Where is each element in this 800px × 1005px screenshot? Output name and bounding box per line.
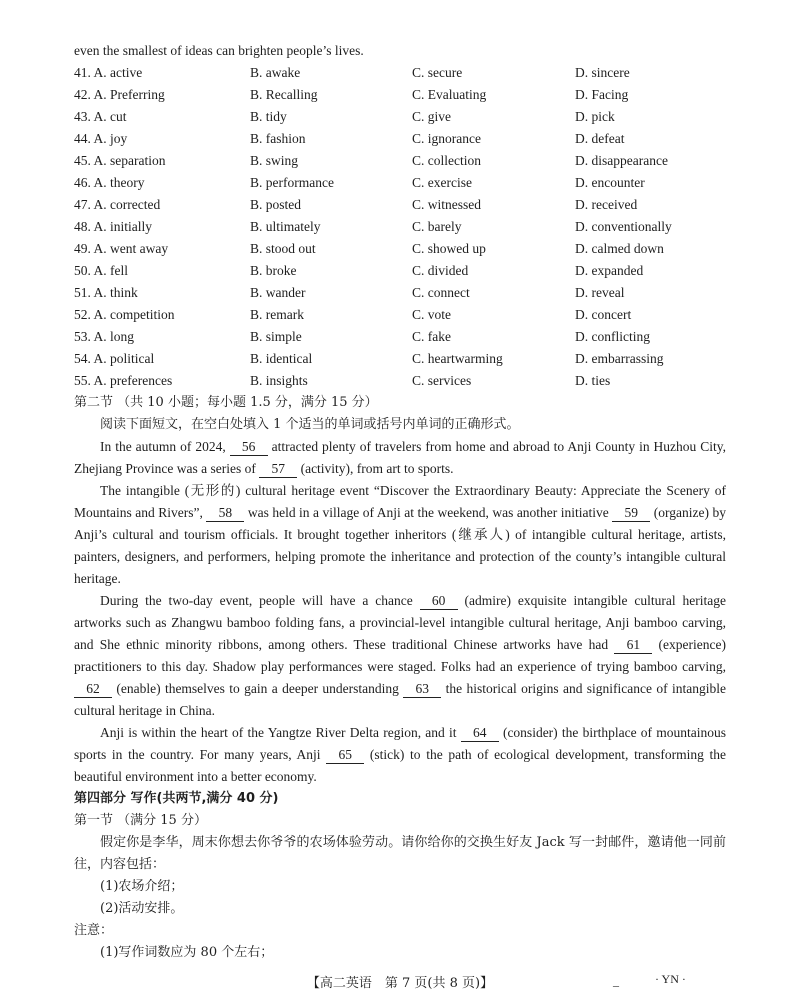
question-row [74,84,726,106]
text: Anji is within the heart of the Yangtze River Delta region, and it [100,725,461,740]
text: The intangible (无形的) cultural heritage event “Discover the Extraordinary Beauty: Appreciate the Scenery of Mountains and Rivers”, [74,483,726,520]
section2-instruction: 阅读下面短文，在空白处填入 1 个适当的单词或括号内单词的正确形式。 [100,417,520,432]
question-row [74,216,726,238]
blank-56[interactable]: 56 [230,439,268,456]
option-d[interactable]: D. reveal [575,285,625,300]
option-d[interactable]: D. sincere [575,65,630,80]
blank-60[interactable]: 60 [420,593,458,610]
part4-heading: 第四部分 写作(共两节,满分 40 分) [74,791,279,806]
option-b[interactable]: B. fashion [250,131,306,146]
text: (enable) themselves to gain a deeper understanding [112,681,404,696]
prompt-item-1: (1)农场介绍； [100,879,184,894]
option-b[interactable]: B. simple [250,329,302,344]
option-d[interactable]: D. received [575,197,638,212]
option-d[interactable]: D. concert [575,307,632,322]
option-d[interactable]: D. encounter [575,175,645,190]
option-c[interactable]: C. services [412,373,472,388]
question-row [74,348,726,370]
blank-63[interactable]: 63 [403,681,441,698]
option-c[interactable]: C. barely [412,219,462,234]
blank-58[interactable]: 58 [206,505,244,522]
option-b[interactable]: B. swing [250,153,299,168]
option-c[interactable]: C. showed up [412,241,486,256]
option-d[interactable]: D. embarrassing [575,351,664,366]
option-d[interactable]: D. conflicting [575,329,650,344]
blank-64[interactable]: 64 [461,725,499,742]
option-a[interactable]: 46. A. theory [74,175,145,190]
question-row [74,282,726,304]
option-c[interactable]: C. connect [412,285,470,300]
option-b[interactable]: B. tidy [250,109,287,124]
text: attracted plenty of travelers from home and abroad to Anji County in Huzhou City, Zhejiang Province was a series of [74,439,726,476]
option-c[interactable]: C. witnessed [412,197,481,212]
note-label: 注意： [74,923,114,938]
text: (activity), from art to sports. [297,461,454,476]
blank-59[interactable]: 59 [612,505,650,522]
option-d[interactable]: D. expanded [575,263,644,278]
text: the historical origins and significance of intangible cultural heritage in China. [74,681,726,718]
option-b[interactable]: B. broke [250,263,297,278]
option-a[interactable]: 42. A. Preferring [74,87,165,102]
option-a[interactable]: 47. A. corrected [74,197,161,212]
option-a[interactable]: 43. A. cut [74,109,127,124]
option-b[interactable]: B. posted [250,197,302,212]
blank-57[interactable]: 57 [259,461,297,478]
blank-62[interactable]: 62 [74,681,112,698]
question-row [74,62,726,84]
option-c[interactable]: C. ignorance [412,131,481,146]
exam-page [74,40,726,964]
question-row [74,326,726,348]
paragraph-1 [74,436,726,480]
option-a[interactable]: 49. A. went away [74,241,169,256]
question-row [74,370,726,392]
text: was held in a village of Anji at the weekend, was another initiative [244,505,613,520]
option-d[interactable]: D. Facing [575,87,629,102]
question-row [74,238,726,260]
question-row [74,150,726,172]
option-a[interactable]: 53. A. long [74,329,135,344]
option-c[interactable]: C. vote [412,307,451,322]
footer-code: · YN · [655,972,686,986]
footer-dash: _ [613,974,619,988]
passage-tail: even the smallest of ideas can brighten people’s lives. [74,43,364,58]
options-list [74,62,726,392]
question-row [74,172,726,194]
option-d[interactable]: D. calmed down [575,241,664,256]
option-b[interactable]: B. identical [250,351,313,366]
option-d[interactable]: D. disappearance [575,153,668,168]
text: (stick) to the path of ecological development, transforming the beautiful environment into a better economy. [74,747,726,784]
text: (consider) the birthplace of mountainous sports in the country. For many years, Anji [74,725,726,762]
paragraph-2 [74,480,726,590]
option-d[interactable]: D. conventionally [575,219,672,234]
option-c[interactable]: C. Evaluating [412,87,487,102]
page-number-label: 【高二英语 第 7 页(共 8 页)】 [306,976,494,991]
question-row [74,304,726,326]
option-d[interactable]: D. defeat [575,131,625,146]
option-b[interactable]: B. awake [250,65,301,80]
option-b[interactable]: B. insights [250,373,308,388]
option-b[interactable]: B. performance [250,175,334,190]
option-a[interactable]: 51. A. think [74,285,138,300]
text: (organize) by Anji’s cultural and tourism officials. It brought together inheritors (继承人) of intangible cultural heritage, artists, painters, designers, and performers, helping promote the inheritance and protection of the county’s intangible cultural heritage. [74,505,726,586]
paragraph-3 [74,590,726,722]
writing-prompt: 假定你是李华，周末你想去你爷爷的农场体验劳动。请你给你的交换生好友 Jack 写一封邮件，邀请他一同前往，内容包括： [74,835,726,872]
note-item-1: (1)写作词数应为 80 个左右； [100,945,274,960]
option-b[interactable]: B. remark [250,307,304,322]
question-row [74,128,726,150]
blank-61[interactable]: 61 [614,637,652,654]
question-row [74,260,726,282]
option-a[interactable]: 54. A. political [74,351,155,366]
text: (admire) exquisite intangible cultural heritage artworks such as Zhangwu bamboo folding fans, a provincial-level intangible cultural heritage, Anji bamboo carving, and She ethnic minority ribbons, among others. These traditional Chinese artworks have had [74,593,727,652]
option-b[interactable]: B. ultimately [250,219,321,234]
option-b[interactable]: B. wander [250,285,306,300]
option-a[interactable]: 55. A. preferences [74,373,173,388]
text: (experience) practitioners to this day. Shadow play performances were staged. Folks had an experience of trying bamboo carving, [74,637,727,674]
option-c[interactable]: C. heartwarming [412,351,503,366]
option-a[interactable]: 50. A. fell [74,263,128,278]
blank-65[interactable]: 65 [326,747,364,764]
option-c[interactable]: C. divided [412,263,469,278]
option-a[interactable]: 48. A. initially [74,219,153,234]
page-footer [0,972,800,992]
option-a[interactable]: 52. A. competition [74,307,175,322]
option-d[interactable]: D. pick [575,109,615,124]
option-c[interactable]: C. give [412,109,451,124]
part4-section1-heading: 第一节 （满分 15 分） [74,813,207,828]
option-b[interactable]: B. stood out [250,241,316,256]
option-c[interactable]: C. secure [412,65,463,80]
prompt-item-2: (2)活动安排。 [100,901,184,916]
option-c[interactable]: C. collection [412,153,481,168]
question-row [74,106,726,128]
text: During the two-day event, people will have a chance [100,593,420,608]
section2-heading: 第二节 （共 10 小题；每小题 1.5 分，满分 15 分） [74,395,378,410]
option-a[interactable]: 45. A. separation [74,153,166,168]
option-a[interactable]: 44. A. joy [74,131,128,146]
option-a[interactable]: 41. A. active [74,65,143,80]
option-d[interactable]: D. ties [575,373,611,388]
question-row [74,194,726,216]
option-c[interactable]: C. exercise [412,175,472,190]
text: In the autumn of 2024, [100,439,230,454]
option-b[interactable]: B. Recalling [250,87,318,102]
paragraph-4 [74,722,726,788]
option-c[interactable]: C. fake [412,329,451,344]
